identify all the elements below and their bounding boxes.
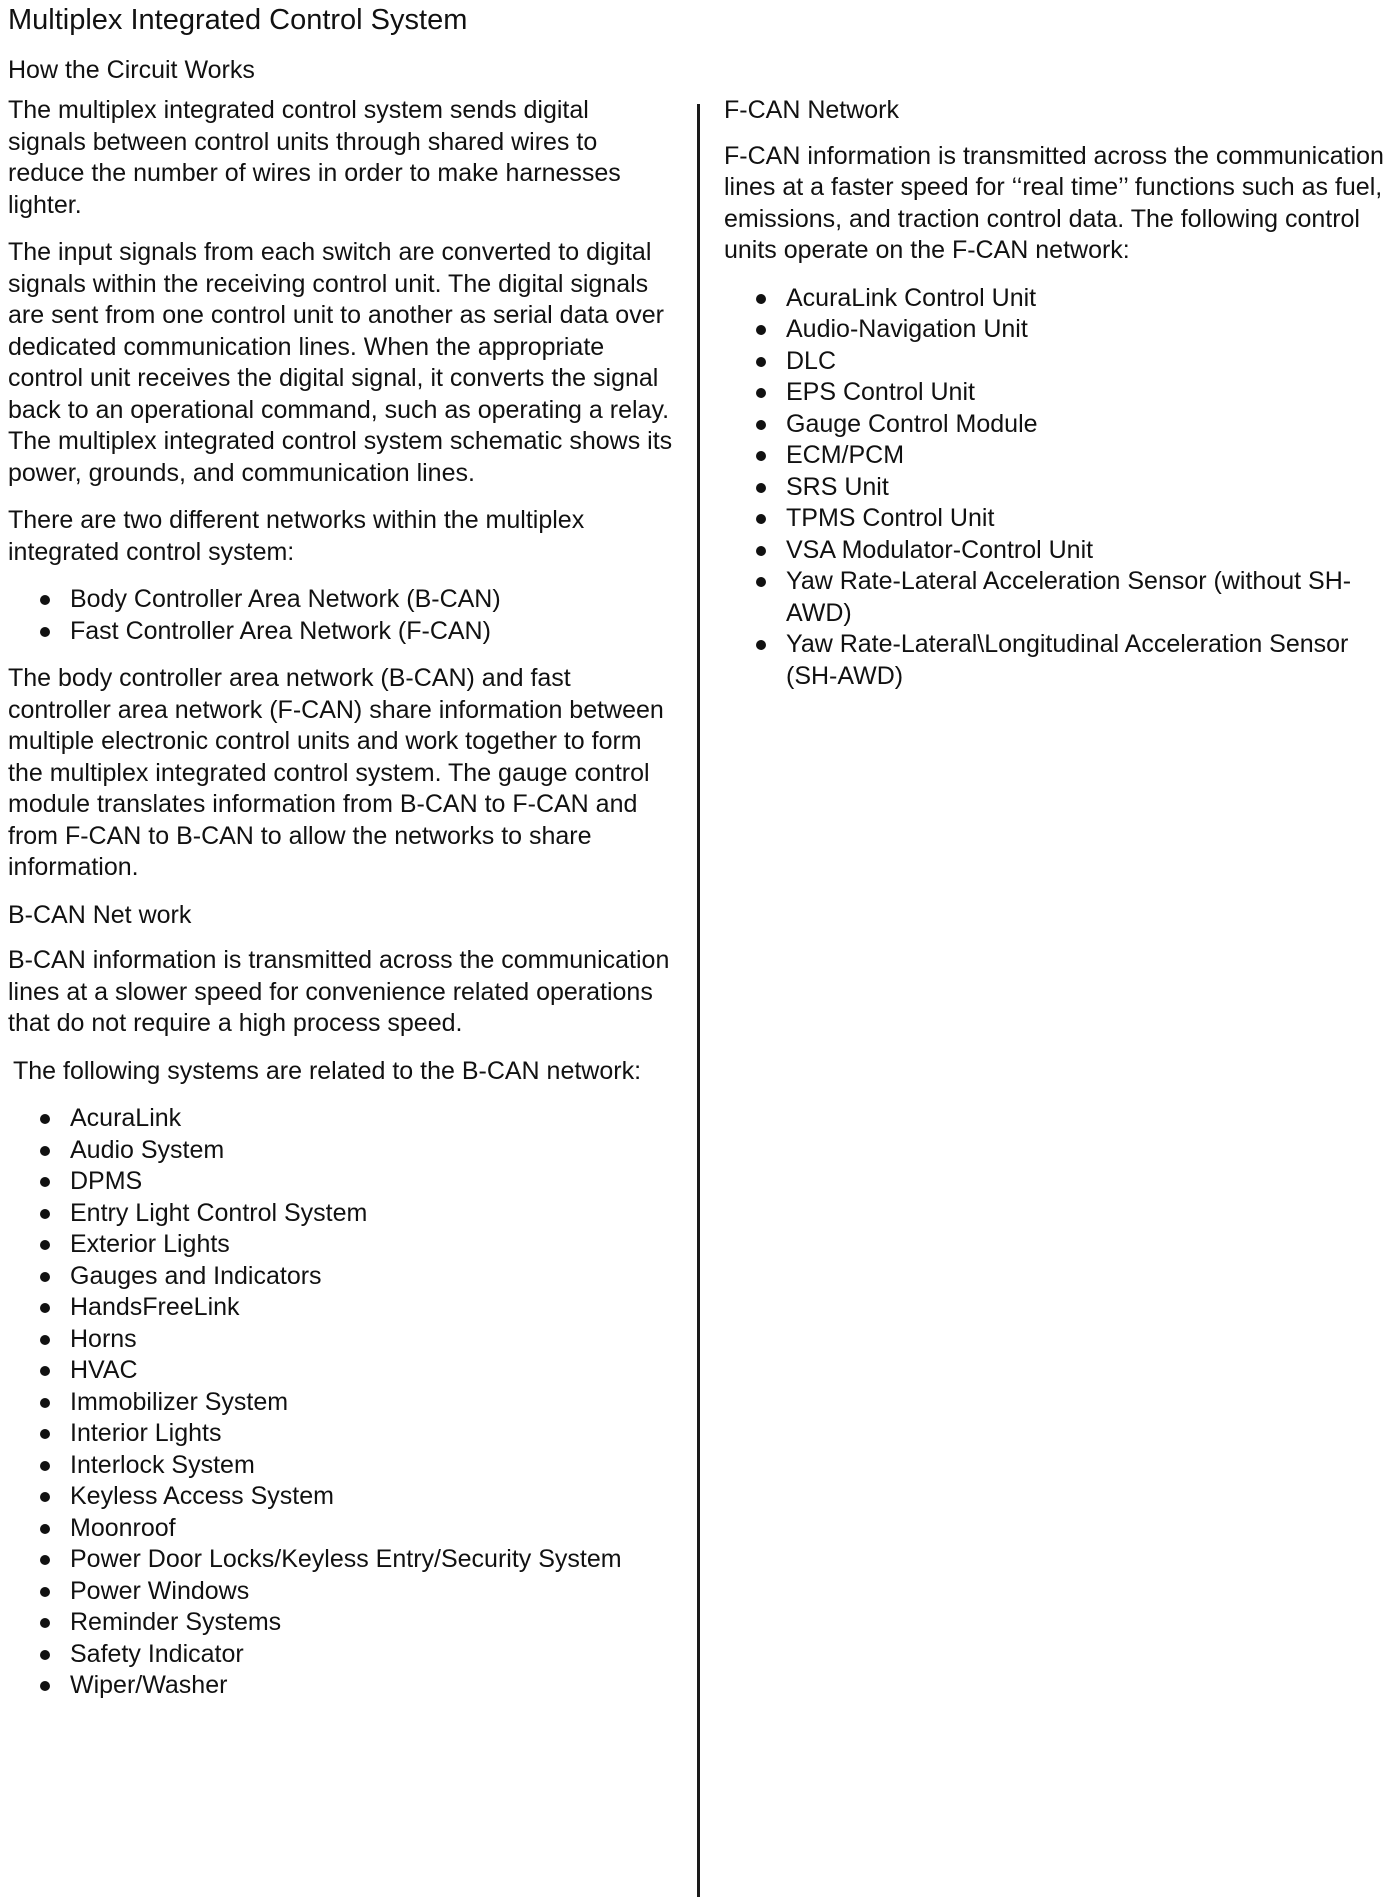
list-item	[724, 440, 1386, 472]
bullet-icon	[40, 1618, 50, 1628]
bullet-icon	[40, 1114, 50, 1124]
list-item-text: Keyless Access System	[70, 1482, 334, 1510]
list-item-text: ECM/PCM	[786, 441, 905, 469]
bullet-icon	[756, 483, 766, 493]
list-item	[8, 584, 673, 616]
fcan-heading: F-CAN Network	[724, 96, 900, 124]
bullet-icon	[40, 1272, 50, 1282]
list-item	[8, 1576, 673, 1608]
list-item-text: Yaw Rate-Lateral Acceleration Sensor (without SH-AWD)	[786, 567, 1352, 627]
bullet-icon	[40, 1555, 50, 1565]
bullet-icon	[756, 325, 766, 335]
list-item-text: DLC	[786, 346, 837, 375]
list-item-text: EPS Control Unit	[786, 378, 975, 406]
list-item-text: DPMS	[70, 1167, 143, 1195]
bullet-icon	[40, 1209, 50, 1219]
list-item	[724, 409, 1386, 441]
list-item-text: Gauges and Indicators	[70, 1261, 322, 1290]
list-item-text: Power Windows	[70, 1576, 250, 1605]
list-item	[724, 566, 1386, 629]
bullet-icon	[40, 1240, 50, 1250]
list-item-text: Yaw Rate-Lateral\Longitudinal Acceleration Sensor (SH-AWD)	[786, 630, 1349, 690]
list-item	[8, 1324, 673, 1356]
list-item	[8, 1544, 673, 1576]
page-title: Multiplex Integrated Control System	[8, 4, 468, 36]
list-item-text: Gauge Control Module	[786, 409, 1038, 438]
bullet-icon	[40, 1587, 50, 1597]
bullet-icon	[40, 1429, 50, 1439]
bullet-icon	[40, 1492, 50, 1502]
list-item	[8, 1292, 673, 1324]
list-item-text: Wiper/Washer	[70, 1671, 228, 1699]
list-item-text: AcuraLink	[70, 1104, 182, 1132]
bullet-icon	[756, 357, 766, 367]
right-column	[724, 95, 1386, 708]
list-item-text: Safety Indicator	[70, 1639, 244, 1668]
list-item-text: Horns	[70, 1324, 137, 1353]
bullet-icon	[40, 1335, 50, 1345]
list-item-text: Interior Lights	[70, 1419, 222, 1447]
bcan-heading: B-CAN Net work	[8, 900, 192, 929]
list-item-text: HandsFreeLink	[70, 1293, 240, 1321]
list-item-text: Audio-Navigation Unit	[786, 315, 1028, 343]
list-item	[8, 1103, 673, 1135]
bullet-icon	[756, 451, 766, 461]
list-item-text: Power Door Locks/Keyless Entry/Security System	[70, 1545, 622, 1573]
list-item	[724, 629, 1386, 692]
bullet-icon	[756, 420, 766, 430]
networks-list	[8, 584, 673, 647]
list-item-text: HVAC	[70, 1356, 138, 1384]
signal-paragraph: The input signals from each switch are converted to digital signals within the receiving control unit. The digital signals are sent from one control unit to another as serial data over dedicated communication lines. When the appropriate control unit receives the digital signal, it converts the signal back to an operational command, such as operating a relay. The multiplex integrated control system schematic shows its power, grounds, and communication lines.	[8, 238, 673, 487]
list-item-text: Entry Light Control System	[70, 1198, 368, 1227]
bullet-icon	[756, 294, 766, 304]
list-item	[8, 1355, 673, 1387]
bcan-paragraph: B-CAN information is transmitted across the communication lines at a slower speed for convenience related operations that do not require a high process speed.	[8, 946, 670, 1037]
list-item-text: Exterior Lights	[70, 1230, 230, 1258]
list-item	[8, 1670, 673, 1702]
list-item	[8, 1229, 673, 1261]
list-item	[8, 1607, 673, 1639]
list-item	[8, 1387, 673, 1419]
list-item-text: Moonroof	[70, 1513, 176, 1542]
list-item	[8, 616, 673, 648]
fcan-paragraph: F-CAN information is transmitted across the communication lines at a faster speed for ‘‘real time’’ functions such as fuel, emissions, and traction control data. The following control units operate on the F-CAN network:	[724, 141, 1384, 264]
networks-intro-paragraph: There are two different networks within the multiplex integrated control system:	[8, 506, 585, 566]
bullet-icon	[40, 627, 50, 637]
list-item-text: Body Controller Area Network (B-CAN)	[70, 585, 501, 613]
bullet-icon	[40, 1524, 50, 1534]
list-item	[8, 1166, 673, 1198]
bullet-icon	[40, 1398, 50, 1408]
list-item	[8, 1639, 673, 1671]
fcan-units-list	[724, 283, 1386, 693]
list-item-text: Audio System	[70, 1135, 225, 1164]
bullet-icon	[40, 1146, 50, 1156]
list-item-text: Interlock System	[70, 1450, 255, 1479]
bullet-icon	[756, 640, 766, 650]
bullet-icon	[756, 388, 766, 398]
bullet-icon	[40, 1461, 50, 1471]
bullet-icon	[40, 1303, 50, 1313]
list-item	[724, 377, 1386, 409]
bullet-icon	[756, 577, 766, 587]
list-item-text: TPMS Control Unit	[786, 504, 995, 532]
list-item	[8, 1418, 673, 1450]
list-item	[724, 535, 1386, 567]
list-item	[724, 314, 1386, 346]
column-divider	[697, 104, 700, 1897]
list-item	[8, 1261, 673, 1293]
list-item-text: AcuraLink Control Unit	[786, 283, 1037, 312]
list-item-text: VSA Modulator-Control Unit	[786, 535, 1094, 564]
bullet-icon	[40, 1366, 50, 1376]
bullet-icon	[40, 595, 50, 605]
bullet-icon	[756, 546, 766, 556]
list-item	[724, 283, 1386, 315]
section-heading: How the Circuit Works	[8, 56, 255, 84]
list-item	[724, 472, 1386, 504]
list-item	[8, 1135, 673, 1167]
list-item	[8, 1450, 673, 1482]
list-item-text: Immobilizer System	[70, 1387, 289, 1416]
bcan-systems-list	[8, 1103, 673, 1702]
bullet-icon	[756, 514, 766, 524]
shared-info-paragraph: The body controller area network (B-CAN) and fast controller area network (F-CAN) share information between multiple electronic control units and work together to form the multiplex integrated control system. The gauge control module translates information from B-CAN to F-CAN and from F-CAN to B-CAN to allow the networks to share information.	[8, 664, 664, 881]
list-item	[724, 503, 1386, 535]
list-item-text: SRS Unit	[786, 472, 889, 501]
left-column	[8, 95, 673, 1718]
list-item	[724, 346, 1386, 378]
bullet-icon	[40, 1650, 50, 1660]
list-item	[8, 1513, 673, 1545]
list-item	[8, 1481, 673, 1513]
intro-paragraph: The multiplex integrated control system sends digital signals between control units through shared wires to reduce the number of wires in order to make harnesses lighter.	[8, 96, 621, 219]
bcan-systems-intro: The following systems are related to the B-CAN network:	[13, 1056, 642, 1085]
bullet-icon	[40, 1681, 50, 1691]
list-item-text: Fast Controller Area Network (F-CAN)	[70, 616, 491, 645]
bullet-icon	[40, 1177, 50, 1187]
list-item-text: Reminder Systems	[70, 1608, 282, 1636]
list-item	[8, 1198, 673, 1230]
